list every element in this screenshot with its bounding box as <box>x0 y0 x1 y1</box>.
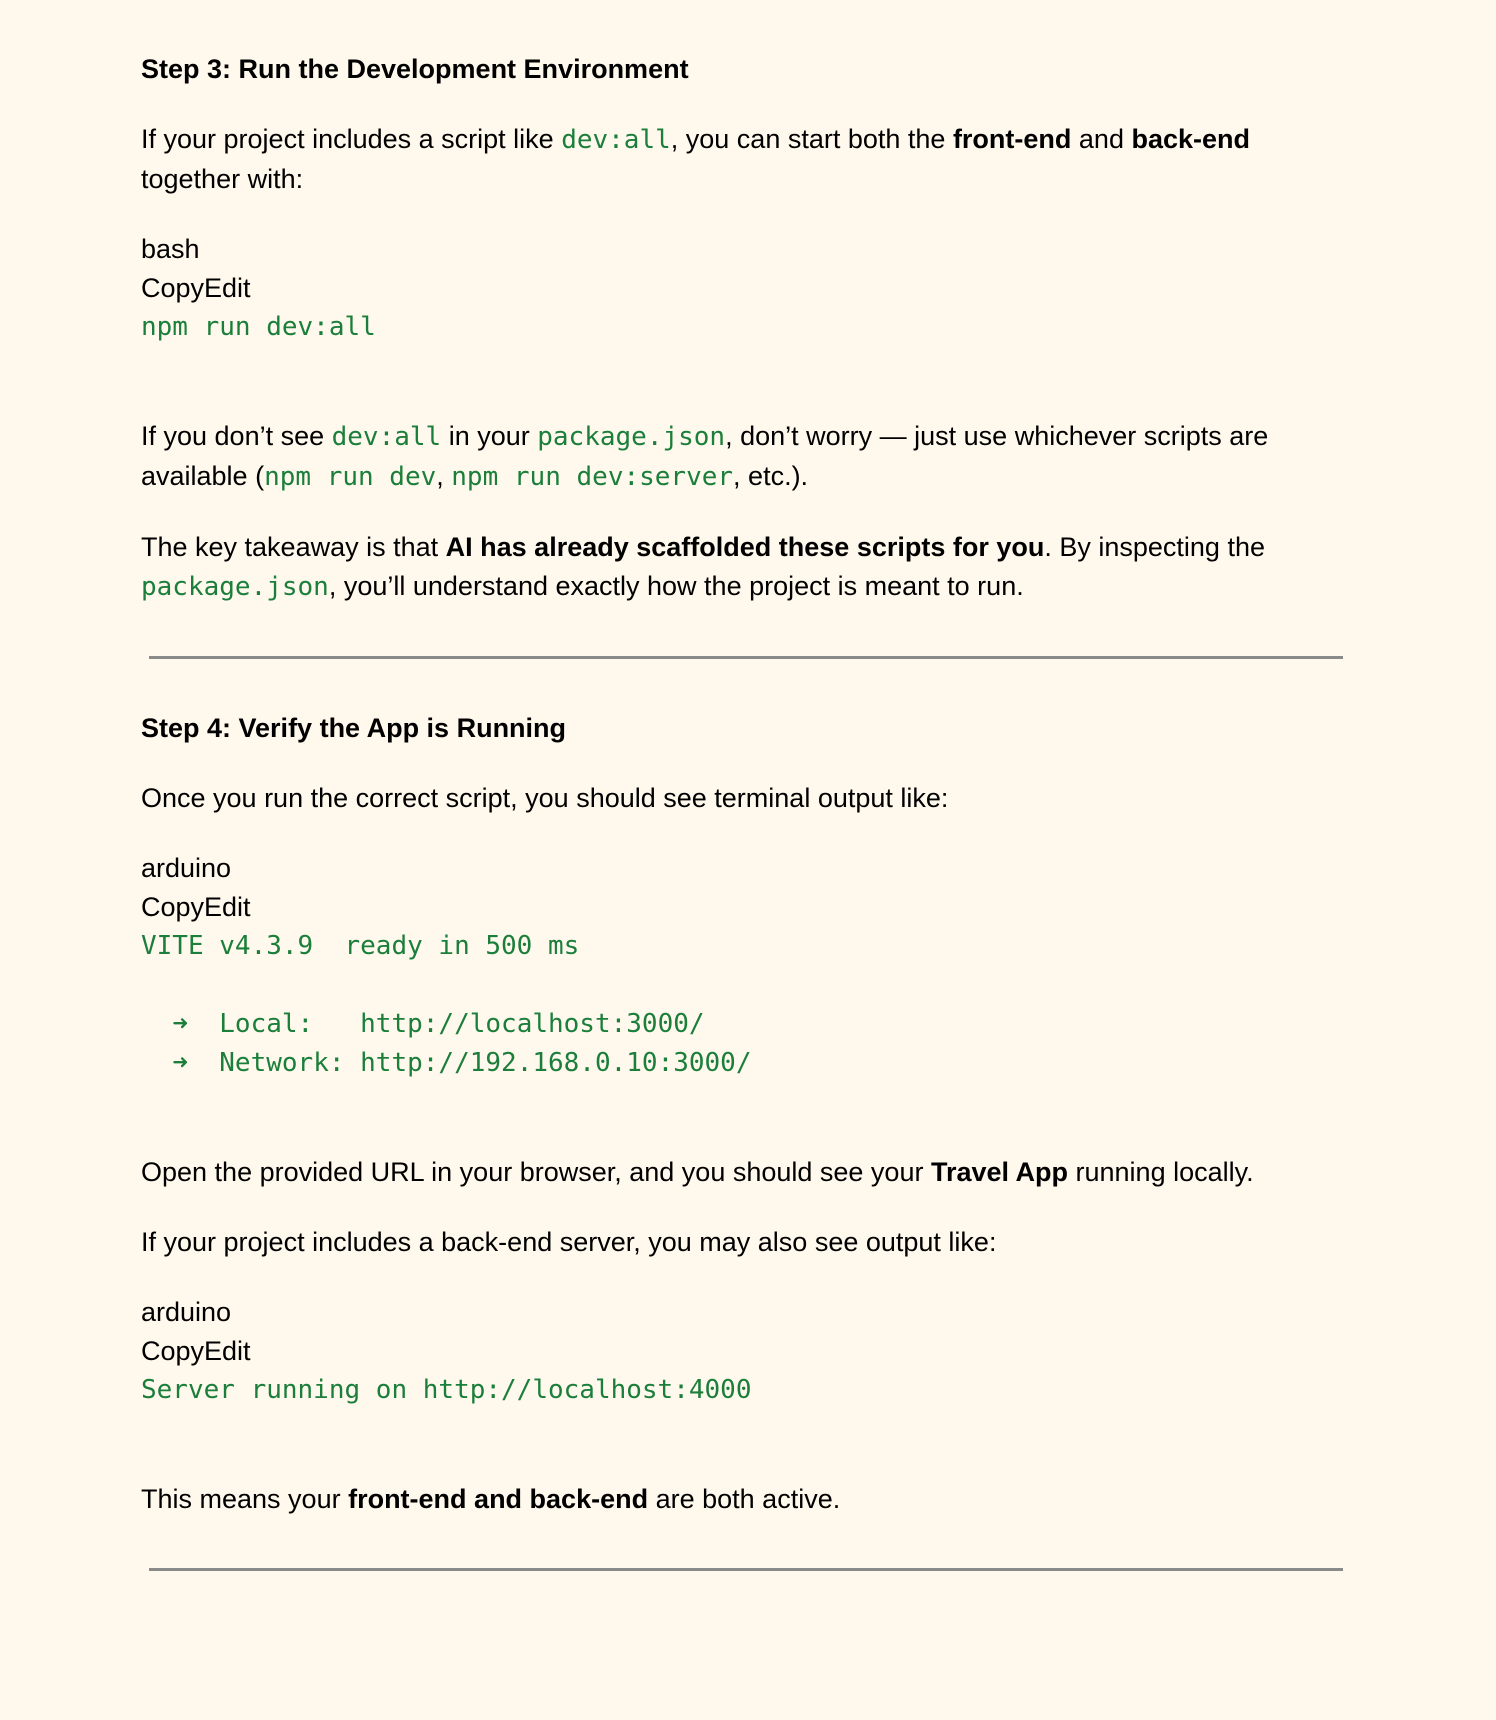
code-block-bash <box>141 230 1351 386</box>
step3-heading: Step 3: Run the Development Environment <box>141 54 689 84</box>
inline-code: npm run dev <box>264 462 437 492</box>
inline-code: package.json <box>537 422 726 452</box>
copy-edit-button[interactable]: CopyEdit <box>141 273 251 303</box>
copy-edit-button[interactable]: CopyEdit <box>141 1336 251 1366</box>
step3-paragraph-takeaway: The key takeaway is that AI has already scaffolded these scripts for you. By inspecting the package.json, you’ll understand exactly how the project is meant to run. <box>141 532 1265 602</box>
inline-code: dev:all <box>561 125 671 155</box>
step3-paragraph-intro: If your project includes a script like dev:all, you can start both the front-end and back-end together with: <box>141 124 1251 194</box>
code-line: ➜ Local: http://localhost:3000/ <box>172 1009 705 1039</box>
code-text: npm run dev:all <box>141 312 376 342</box>
inline-code: package.json <box>141 572 329 602</box>
arrow-icon: ➜ <box>172 1048 188 1078</box>
section-divider <box>149 656 1343 659</box>
code-block-server-output <box>141 1293 1351 1449</box>
inline-code: npm run dev:server <box>451 462 734 492</box>
code-language-label: bash <box>141 234 200 264</box>
step4-paragraph-open-url: Open the provided URL in your browser, and you should see your Travel App running locally. <box>141 1157 1254 1187</box>
step4-paragraph-conclusion: This means your front-end and back-end are both active. <box>141 1484 841 1514</box>
code-text: Server running on http://localhost:4000 <box>141 1375 752 1405</box>
code-line: ➜ Network: http://192.168.0.10:3000/ <box>172 1048 752 1078</box>
code-blank-line <box>141 966 1351 1005</box>
arrow-icon: ➜ <box>172 1009 188 1039</box>
step4-paragraph-intro: Once you run the correct script, you should see terminal output like: <box>141 783 949 813</box>
inline-code: dev:all <box>331 422 442 452</box>
step4-heading: Step 4: Verify the App is Running <box>141 713 567 743</box>
code-line: VITE v4.3.9 ready in 500 ms <box>141 931 580 961</box>
code-language-label: arduino <box>141 853 232 883</box>
copy-edit-button[interactable]: CopyEdit <box>141 892 251 922</box>
document-content <box>141 50 1351 1571</box>
code-language-label: arduino <box>141 1297 232 1327</box>
step3-paragraph-fallback: If you don’t see dev:all in your package.json, don’t worry — just use whichever scripts are available (npm run dev, npm run dev:server, etc.). <box>141 421 1269 492</box>
section-divider <box>149 1568 1343 1571</box>
code-block-vite-output <box>141 849 1351 1122</box>
step4-paragraph-backend: If your project includes a back-end server, you may also see output like: <box>141 1227 997 1257</box>
